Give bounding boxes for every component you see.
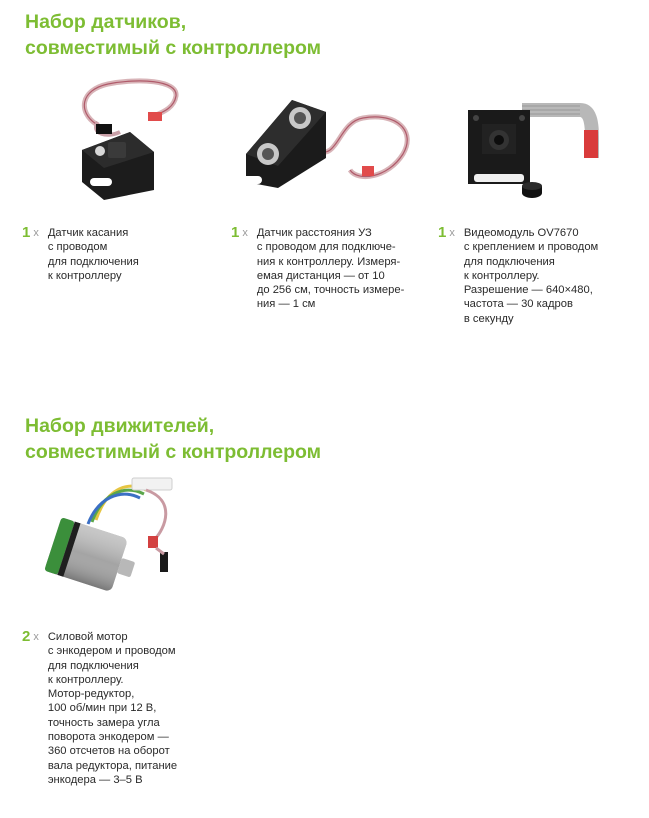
quantity: 1 xyxy=(22,224,31,241)
item-description: Датчик касания с проводом для подключения к контроллеру xyxy=(47,227,139,282)
quantity: 2 xyxy=(22,628,31,645)
item-description: Датчик расстояния УЗ с проводом для подключе- ния к контроллеру. Измеря- емая дистанция — от 10 до 256 см, точность измере- ния — 1 см xyxy=(256,227,405,311)
item-description: Видеомодуль OV7670 с креплением и проводом для подключения к контроллеру. Разрешение — 640×480, частота — 30 кадров в секунду xyxy=(463,227,599,325)
touch-sensor-image xyxy=(68,72,188,202)
item-description: Силовой мотор с энкодером и проводом для подключения к контроллеру. Мотор-редуктор, 100 об/мин при 12 В, точность замера угла поворота энкодером — 360 отсчетов на оборот вала редуктора, питание энкодера — 3–5 В xyxy=(47,631,178,786)
list-item-ultrasonic-sensor xyxy=(231,226,404,312)
camera-module-image xyxy=(462,100,612,205)
times-sign: x xyxy=(33,631,39,643)
times-sign: x xyxy=(242,227,248,239)
ultrasonic-sensor-image xyxy=(238,92,418,202)
sensors-section-title: Набор датчиков, совместимый с контроллером xyxy=(25,11,322,59)
quantity: 1 xyxy=(231,224,240,241)
list-item-touch-sensor xyxy=(22,226,139,283)
times-sign: x xyxy=(449,227,455,239)
gear-motor-image xyxy=(36,470,186,620)
motors-section-title: Набор движителей, совместимый с контроллером xyxy=(25,415,322,463)
list-item-camera-module xyxy=(438,226,598,326)
times-sign: x xyxy=(33,227,39,239)
list-item-gear-motor xyxy=(22,630,177,787)
quantity: 1 xyxy=(438,224,447,241)
